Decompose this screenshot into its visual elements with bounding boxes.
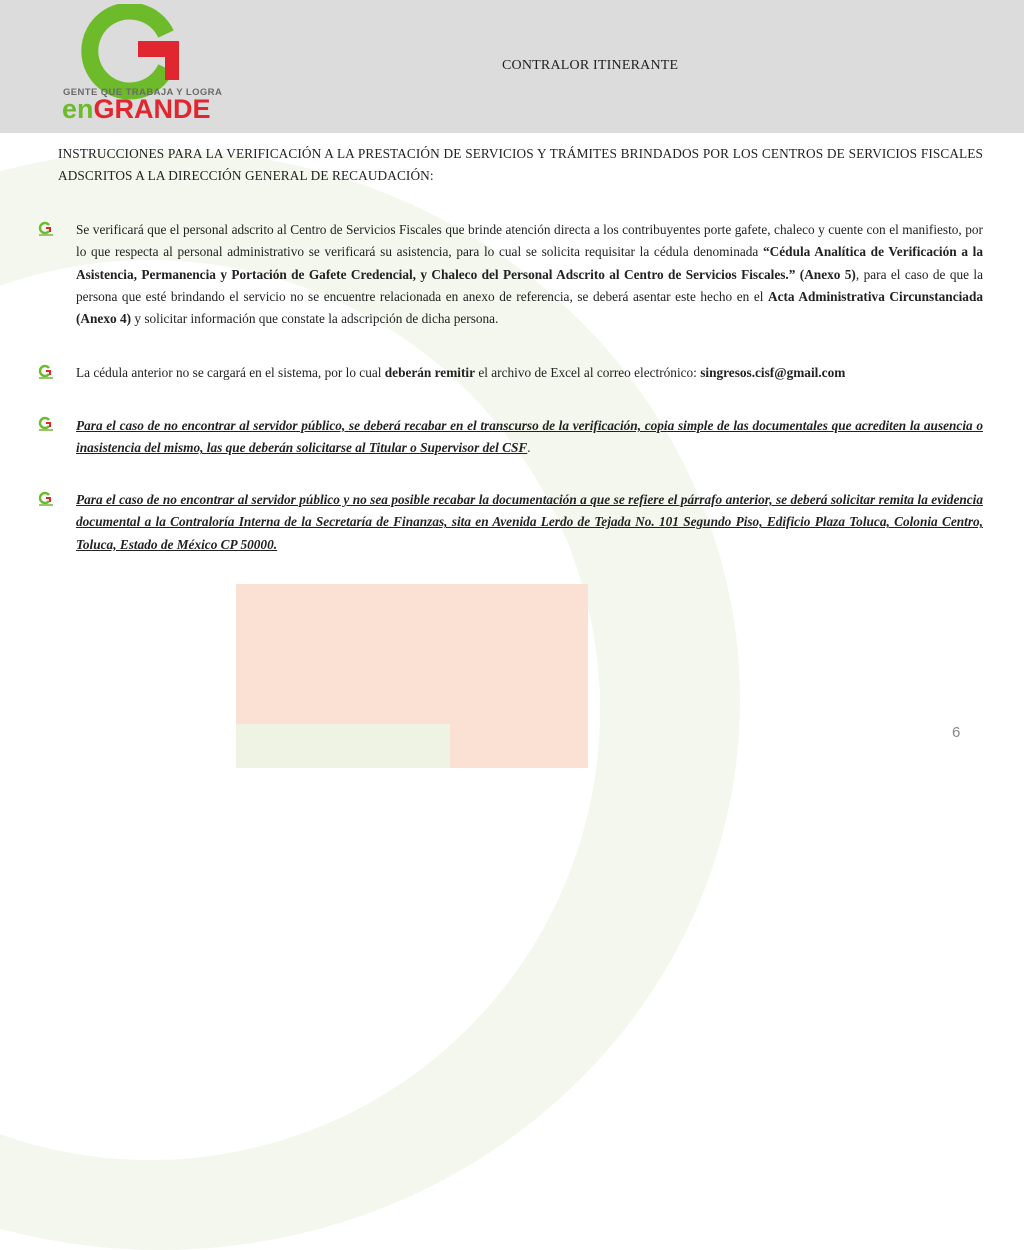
item-1-text-b: , para el caso de que la persona que esté brindando el servicio no se encuentre relacionada en anexo de referencia, se deberá asentar este hecho en el	[76, 266, 984, 304]
item-1-acta-name: Acta Administrativa Circunstanciada (Anexo 4)	[76, 288, 983, 327]
item-2-deberan-remitir: deberán remitir	[384, 365, 476, 380]
list-item-1	[76, 219, 983, 330]
item-2-text-a: La cédula anterior no se cargará en el sistema, por lo cual	[76, 365, 385, 380]
page-title: CONTRALOR ITINERANTE	[502, 58, 679, 73]
item-1-text-a: Se verificará que el personal adscrito al Centro de Servicios Fiscales que brinde atención directa a los contribuyentes porte gafete, chaleco y cuente con el manifiesto, por lo que respecta al personal administrativo se verificará su asistencia, para lo cual se solicita requisitar la cédula denominada	[76, 222, 983, 260]
item-3-period: .	[527, 440, 531, 456]
page-number: 6	[952, 724, 961, 741]
item-2-text-b: el archivo de Excel al correo electrónico:	[475, 365, 701, 380]
list-item-4: Para el caso de no encontrar al servidor público y no sea posible recabar la documentación a que se refiere el párrafo anterior, se deberá solicitar remita la evidencia documental a la Contraloría Interna de la Secretaría de Finanzas, sita en Avenida Lerdo de Tejada No. 101 Segundo Piso, Edificio Plaza Toluca, Colonia Centro, Toluca, Estado de México CP 50000.	[76, 492, 983, 552]
instructions-heading: INSTRUCCIONES PARA LA VERIFICACIÓN A LA PRESTACIÓN DE SERVICIOS Y TRÁMITES BRINDADOS POR LOS CENTROS DE SERVICIOS FISCALES ADSCRITOS A LA DIRECCIÓN GENERAL DE RECAUDACIÓN:	[58, 146, 983, 183]
engrande-logo-bullet-icon	[37, 221, 55, 237]
engrande-logo-bullet-icon	[37, 416, 55, 432]
item-1-text-c: y solicitar información que constate la adscripción de dicha persona.	[131, 311, 499, 327]
list-item-3	[76, 415, 983, 460]
logo-tagline: GENTE QUE TRABAJA Y LOGRA	[63, 87, 223, 98]
item-3-text: Para el caso de no encontrar al servidor público, se deberá recabar en el transcurso de la verificación, copia simple de las documentales que acrediten la ausencia o inasistencia del mismo, las que deberán solicitarse al Titular o Supervisor del CSF	[76, 418, 983, 456]
engrande-logo-bullet-icon	[37, 491, 55, 507]
list-item-2	[76, 362, 983, 384]
item-2-email-link[interactable]: singresos.cisf@gmail.com	[700, 365, 846, 380]
logo-word-en: en	[62, 94, 94, 124]
item-1-cedula-name: “Cédula Analítica de Verificación a la Asistencia, Permanencia y Portación de Gafete Credencial, y Chaleco del Personal Adscrito al Centro de Servicios Fiscales.” (Anexo 5)	[76, 244, 984, 282]
engrande-logo-bullet-icon	[37, 364, 55, 380]
logo-word-grande: GRANDE	[93, 94, 211, 124]
